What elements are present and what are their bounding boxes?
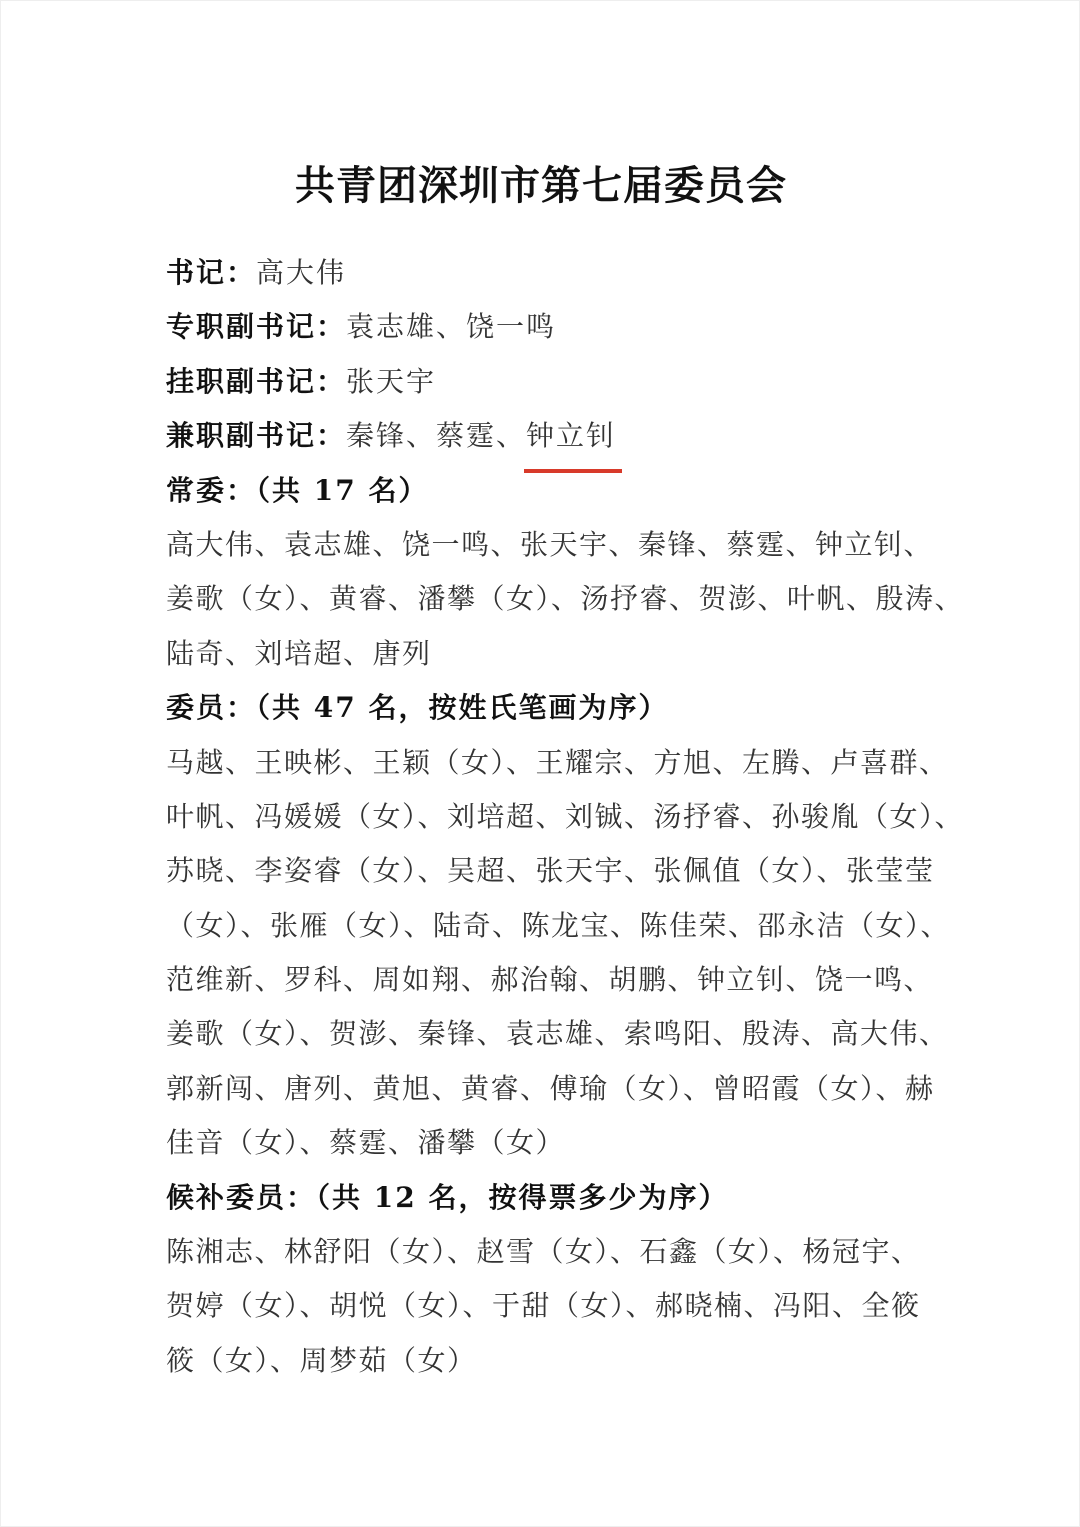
members-line: 佳音（女）、蔡霆、潘攀（女） <box>166 1126 566 1160</box>
members-line: （女）、张雁（女）、陆奇、陈龙宝、陈佳荣、邵永洁（女）、 <box>166 908 951 942</box>
standing-committee-line: 姜歌（女）、黄睿、潘攀（女）、汤抒睿、贺澎、叶帆、殷涛、 <box>166 582 965 616</box>
alternates-line: 贺婷（女）、胡悦（女）、于甜（女）、郝晓楠、冯阳、全筱 <box>166 1289 921 1323</box>
standing-committee-list <box>166 518 965 681</box>
fulltime-deputy-label: 专职副书记： <box>166 310 347 344</box>
alternates-line: 筱（女）、周梦茹（女） <box>166 1343 477 1377</box>
members-line: 姜歌（女）、贺澎、秦锋、袁志雄、索鸣阳、殷涛、高大伟、 <box>166 1017 949 1051</box>
fulltime-deputy-line <box>166 300 926 354</box>
temporary-deputy-names: 张天宇 <box>346 364 437 398</box>
secretary-label: 书记： <box>166 256 257 289</box>
members-line: 苏晓、李姿睿（女）、吴超、张天宇、张佩值（女）、张莹莹 <box>166 854 935 888</box>
standing-committee-line: 陆奇、刘培超、唐列 <box>166 636 432 670</box>
members-heading <box>166 681 926 735</box>
members-line: 范维新、罗科、周如翔、郝治翰、胡鹏、钟立钊、饶一鸣、 <box>166 963 934 997</box>
document-body <box>166 246 965 1388</box>
secretary-line <box>166 246 926 300</box>
fulltime-deputy-names: 袁志雄、饶一鸣 <box>346 310 557 344</box>
standing-committee-heading-text: 常委：（共 17 名） <box>166 473 429 507</box>
alternates-heading <box>166 1171 926 1225</box>
temporary-deputy-line <box>166 355 926 409</box>
parttime-deputy-names: 秦锋、蔡霆、 <box>346 419 527 453</box>
parttime-deputy-line <box>166 409 926 463</box>
temporary-deputy-label: 挂职副书记： <box>166 364 347 398</box>
alternates-line: 陈湘志、林舒阳（女）、赵雪（女）、石鑫（女）、杨冠宇、 <box>166 1235 921 1269</box>
members-line: 郭新闯、唐列、黄旭、黄睿、傅瑜（女）、曾昭霞（女）、赫 <box>166 1071 935 1105</box>
standing-committee-line: 高大伟、袁志雄、饶一鸣、张天宇、秦锋、蔡霆、钟立钊、 <box>166 527 934 561</box>
alternates-list <box>166 1225 926 1388</box>
members-line: 马越、王映彬、王颖（女）、王耀宗、方旭、左腾、卢喜群、 <box>166 745 949 779</box>
parttime-deputy-label: 兼职副书记： <box>166 419 347 453</box>
members-list <box>166 736 965 1171</box>
underlined-name: 钟立钊 <box>526 409 616 463</box>
members-line: 叶帆、冯媛媛（女）、刘培超、刘铖、汤抒睿、孙骏胤（女）、 <box>166 799 965 833</box>
document-title: 共青团深圳市第七届委员会 <box>295 162 787 209</box>
members-heading-text: 委员：（共 47 名，按姓氏笔画为序） <box>166 691 669 725</box>
secretary-names: 高大伟 <box>256 256 347 289</box>
alternates-heading-text: 候补委员：（共 12 名，按得票多少为序） <box>166 1180 729 1214</box>
